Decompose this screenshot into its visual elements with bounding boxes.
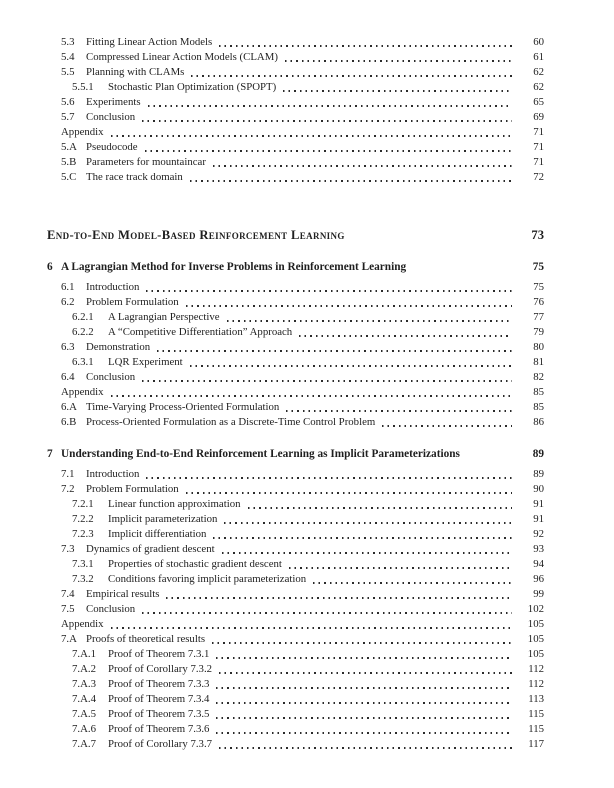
entry-page-number: 82	[533, 371, 544, 383]
entry-number: 5.5.1	[72, 81, 94, 93]
dot-leader	[222, 552, 512, 554]
toc-entry-7-a-2	[47, 662, 544, 677]
dot-leader	[146, 477, 512, 479]
toc-entries-block	[47, 35, 544, 185]
dot-leader	[299, 335, 512, 337]
dot-leader	[227, 320, 512, 322]
toc-entry-7-a-7	[47, 737, 544, 752]
entry-page-number: 112	[528, 678, 544, 690]
entry-number: 7.A.7	[72, 738, 96, 750]
entry-title: LQR Experiment	[108, 356, 183, 368]
entry-number: 5.4	[61, 51, 75, 63]
entry-title: Conclusion	[86, 371, 136, 383]
entry-number: 7.A.4	[72, 693, 96, 705]
entry-title: Conditions favoring implicit parameterization	[108, 573, 307, 585]
chapter-number: 7	[47, 448, 53, 460]
entry-number: 7.2.2	[72, 513, 94, 525]
toc-entry-7-4	[47, 587, 544, 602]
entry-title: Proof of Theorem 7.3.4	[108, 693, 210, 705]
entry-page-number: 65	[533, 96, 544, 108]
entry-page-number: 115	[528, 723, 544, 735]
entry-page-number: 105	[527, 648, 544, 660]
entry-page-number: 80	[533, 341, 544, 353]
dot-leader	[224, 522, 512, 524]
chapter-title: Understanding End-to-End Reinforcement Learning as Implicit Parameterizations	[61, 448, 460, 460]
toc-entry-7-a-6	[47, 722, 544, 737]
table-of-contents	[47, 35, 544, 752]
entry-title: Proof of Theorem 7.3.6	[108, 723, 210, 735]
toc-entry-appendix	[47, 125, 544, 140]
toc-entry-7-a-5	[47, 707, 544, 722]
entry-title: Implicit differentiation	[108, 528, 207, 540]
entry-number: 5.3	[61, 36, 75, 48]
entry-title: Fitting Linear Action Models	[86, 36, 213, 48]
toc-entry-6-4	[47, 370, 544, 385]
entry-title: Problem Formulation	[86, 483, 179, 495]
entry-title: A Lagrangian Perspective	[108, 311, 220, 323]
entry-number: 7.A.1	[72, 648, 96, 660]
entry-page-number: 62	[533, 66, 544, 78]
toc-entry-6-2-2	[47, 325, 544, 340]
dot-leader	[286, 410, 512, 412]
toc-entry-7-2-1	[47, 497, 544, 512]
toc-entry-6-3-1	[47, 355, 544, 370]
toc-entry-appendix	[47, 385, 544, 400]
entry-number: 6.3.1	[72, 356, 94, 368]
entry-page-number: 75	[533, 281, 544, 293]
entry-page-number: 102	[527, 603, 544, 615]
entry-title: Experiments	[86, 96, 141, 108]
toc-entry-5-6	[47, 95, 544, 110]
toc-entry-6-b	[47, 415, 544, 430]
entry-number: 6.4	[61, 371, 75, 383]
toc-entry-7-3-2	[47, 572, 544, 587]
entry-title: Proof of Theorem 7.3.5	[108, 708, 210, 720]
entry-page-number: 112	[528, 663, 544, 675]
chapter-heading-row	[47, 446, 544, 462]
entry-number: 6.2	[61, 296, 75, 308]
entry-title: Stochastic Plan Optimization (SPOPT)	[108, 81, 277, 93]
toc-entry-5-c	[47, 170, 544, 185]
entry-title: Compressed Linear Action Models (CLAM)	[86, 51, 278, 63]
entry-page-number: 81	[533, 356, 544, 368]
chapter-title: A Lagrangian Method for Inverse Problems in Reinforcement Learning	[61, 261, 407, 273]
entry-number: 7.3.1	[72, 558, 94, 570]
dot-leader	[190, 180, 512, 182]
entry-number: 7.3	[61, 543, 75, 555]
entry-page-number: 96	[533, 573, 544, 585]
dot-leader	[145, 150, 512, 152]
dot-leader	[142, 120, 512, 122]
toc-entry-5-3	[47, 35, 544, 50]
entry-page-number: 91	[533, 498, 544, 510]
entry-title: Planning with CLAMs	[86, 66, 185, 78]
entry-page-number: 94	[533, 558, 544, 570]
dot-leader	[216, 657, 512, 659]
entry-page-number: 60	[533, 36, 544, 48]
chapter-number: 6	[47, 261, 53, 273]
dot-leader	[146, 290, 512, 292]
toc-entry-6-2-1	[47, 310, 544, 325]
entry-title: Conclusion	[86, 111, 136, 123]
entry-title: Proof of Corollary 7.3.7	[108, 738, 213, 750]
entry-number: 7.4	[61, 588, 75, 600]
entry-number: 5.C	[61, 171, 77, 183]
dot-leader	[157, 350, 512, 352]
toc-entry-appendix	[47, 617, 544, 632]
chapter-page-number: 89	[532, 448, 544, 460]
dot-leader	[285, 60, 512, 62]
entry-title: Time-Varying Process-Oriented Formulation	[86, 401, 280, 413]
toc-entry-7-2	[47, 482, 544, 497]
toc-entry-7-a-1	[47, 647, 544, 662]
toc-entry-7-5	[47, 602, 544, 617]
entry-title: Introduction	[86, 468, 140, 480]
entry-number: 5.6	[61, 96, 75, 108]
entry-title: Dynamics of gradient descent	[86, 543, 215, 555]
entry-page-number: 117	[528, 738, 544, 750]
dot-leader	[111, 135, 512, 137]
entry-title: Conclusion	[86, 603, 136, 615]
entry-page-number: 76	[533, 296, 544, 308]
dot-leader	[219, 45, 512, 47]
dot-leader	[186, 492, 512, 494]
entry-number: 5.5	[61, 66, 75, 78]
entry-page-number: 105	[527, 618, 544, 630]
toc-entry-5-a	[47, 140, 544, 155]
dot-leader	[142, 612, 512, 614]
toc-entry-7-3	[47, 542, 544, 557]
dot-leader	[248, 507, 512, 509]
entry-page-number: 77	[533, 311, 544, 323]
entry-page-number: 99	[533, 588, 544, 600]
dot-leader	[283, 90, 512, 92]
entry-number: 6.2.2	[72, 326, 94, 338]
dot-leader	[111, 395, 512, 397]
dot-leader	[216, 717, 512, 719]
entry-number: 7.2.3	[72, 528, 94, 540]
entry-number: 6.2.1	[72, 311, 94, 323]
entry-number: 6.B	[61, 416, 77, 428]
entry-title: Implicit parameterization	[108, 513, 218, 525]
dot-leader	[216, 702, 512, 704]
entry-page-number: 89	[533, 468, 544, 480]
entry-number: 7.A.6	[72, 723, 96, 735]
entry-number: 7.2.1	[72, 498, 94, 510]
toc-entry-5-7	[47, 110, 544, 125]
entry-page-number: 62	[533, 81, 544, 93]
entry-number: 6.3	[61, 341, 75, 353]
entry-number: 5.7	[61, 111, 75, 123]
entry-title: Proof of Corollary 7.3.2	[108, 663, 213, 675]
entry-number: 6.A	[61, 401, 77, 413]
entry-page-number: 71	[533, 141, 544, 153]
entry-number: 7.A.5	[72, 708, 96, 720]
toc-entry-7-3-1	[47, 557, 544, 572]
dot-leader	[166, 597, 512, 599]
toc-entry-7-a-3	[47, 677, 544, 692]
dot-leader	[382, 425, 512, 427]
entry-page-number: 61	[533, 51, 544, 63]
entry-number: 7.3.2	[72, 573, 94, 585]
entry-page-number: 105	[527, 633, 544, 645]
dot-leader	[191, 75, 512, 77]
entry-page-number: 93	[533, 543, 544, 555]
entry-page-number: 86	[533, 416, 544, 428]
entry-page-number: 92	[533, 528, 544, 540]
entry-number: 6.1	[61, 281, 75, 293]
entry-title: Problem Formulation	[86, 296, 179, 308]
toc-entry-6-2	[47, 295, 544, 310]
entry-title: The race track domain	[86, 171, 183, 183]
entry-number: 7.A.2	[72, 663, 96, 675]
entry-page-number: 85	[533, 386, 544, 398]
entry-title: Process-Oriented Formulation as a Discrete-Time Control Problem	[86, 416, 376, 428]
dot-leader	[216, 732, 512, 734]
toc-entry-5-5-1	[47, 80, 544, 95]
dot-leader	[212, 642, 512, 644]
chapter-heading-row	[47, 259, 544, 275]
toc-entry-5-b	[47, 155, 544, 170]
toc-entry-6-1	[47, 280, 544, 295]
toc-part-block	[47, 227, 544, 243]
dot-leader	[142, 380, 512, 382]
entry-title: Proof of Theorem 7.3.3	[108, 678, 210, 690]
entry-number: 7.A	[61, 633, 77, 645]
entry-number: 5.B	[61, 156, 77, 168]
entry-number: 7.5	[61, 603, 75, 615]
dot-leader	[190, 365, 512, 367]
dot-leader	[219, 672, 512, 674]
dot-leader	[111, 627, 512, 629]
entry-title: Empirical results	[86, 588, 160, 600]
entry-page-number: 85	[533, 401, 544, 413]
toc-entry-5-5	[47, 65, 544, 80]
entry-title: Introduction	[86, 281, 140, 293]
dot-leader	[213, 537, 512, 539]
toc-entry-7-1	[47, 467, 544, 482]
entry-page-number: 115	[528, 708, 544, 720]
dot-leader	[313, 582, 512, 584]
entry-number: 5.A	[61, 141, 77, 153]
dot-leader	[213, 165, 512, 167]
entry-number: 7.A.3	[72, 678, 96, 690]
entry-title: Proof of Theorem 7.3.1	[108, 648, 210, 660]
toc-entry-6-a	[47, 400, 544, 415]
entry-page-number: 79	[533, 326, 544, 338]
entry-title: Properties of stochastic gradient descent	[108, 558, 282, 570]
entry-title: Parameters for mountaincar	[86, 156, 206, 168]
entry-title: Linear function approximation	[108, 498, 241, 510]
entry-title: Appendix	[61, 126, 104, 138]
entry-number: 7.2	[61, 483, 75, 495]
entry-number: 7.1	[61, 468, 75, 480]
entry-page-number: 91	[533, 513, 544, 525]
part-heading-row	[47, 227, 544, 243]
entry-title: Appendix	[61, 618, 104, 630]
entry-title: A “Competitive Differentiation” Approach	[108, 326, 293, 338]
entry-page-number: 90	[533, 483, 544, 495]
entry-page-number: 71	[533, 126, 544, 138]
toc-entry-7-2-3	[47, 527, 544, 542]
entry-title: Demonstration	[86, 341, 151, 353]
toc-entry-5-4	[47, 50, 544, 65]
toc-chapter-block	[47, 446, 544, 752]
part-page-number: 73	[531, 228, 544, 242]
toc-entry-7-a	[47, 632, 544, 647]
toc-entry-6-3	[47, 340, 544, 355]
entry-page-number: 72	[533, 171, 544, 183]
entry-title: Pseudocode	[86, 141, 138, 153]
part-title: End-to-End Model-Based Reinforcement Learning	[47, 228, 345, 242]
entry-title: Proofs of theoretical results	[86, 633, 206, 645]
dot-leader	[148, 105, 512, 107]
entry-title: Appendix	[61, 386, 104, 398]
entry-page-number: 69	[533, 111, 544, 123]
entry-page-number: 71	[533, 156, 544, 168]
toc-entry-7-a-4	[47, 692, 544, 707]
toc-chapter-block	[47, 259, 544, 430]
dot-leader	[186, 305, 512, 307]
dot-leader	[216, 687, 512, 689]
dot-leader	[289, 567, 512, 569]
chapter-page-number: 75	[532, 261, 544, 273]
entry-page-number: 113	[528, 693, 544, 705]
toc-entry-7-2-2	[47, 512, 544, 527]
dot-leader	[219, 747, 512, 749]
